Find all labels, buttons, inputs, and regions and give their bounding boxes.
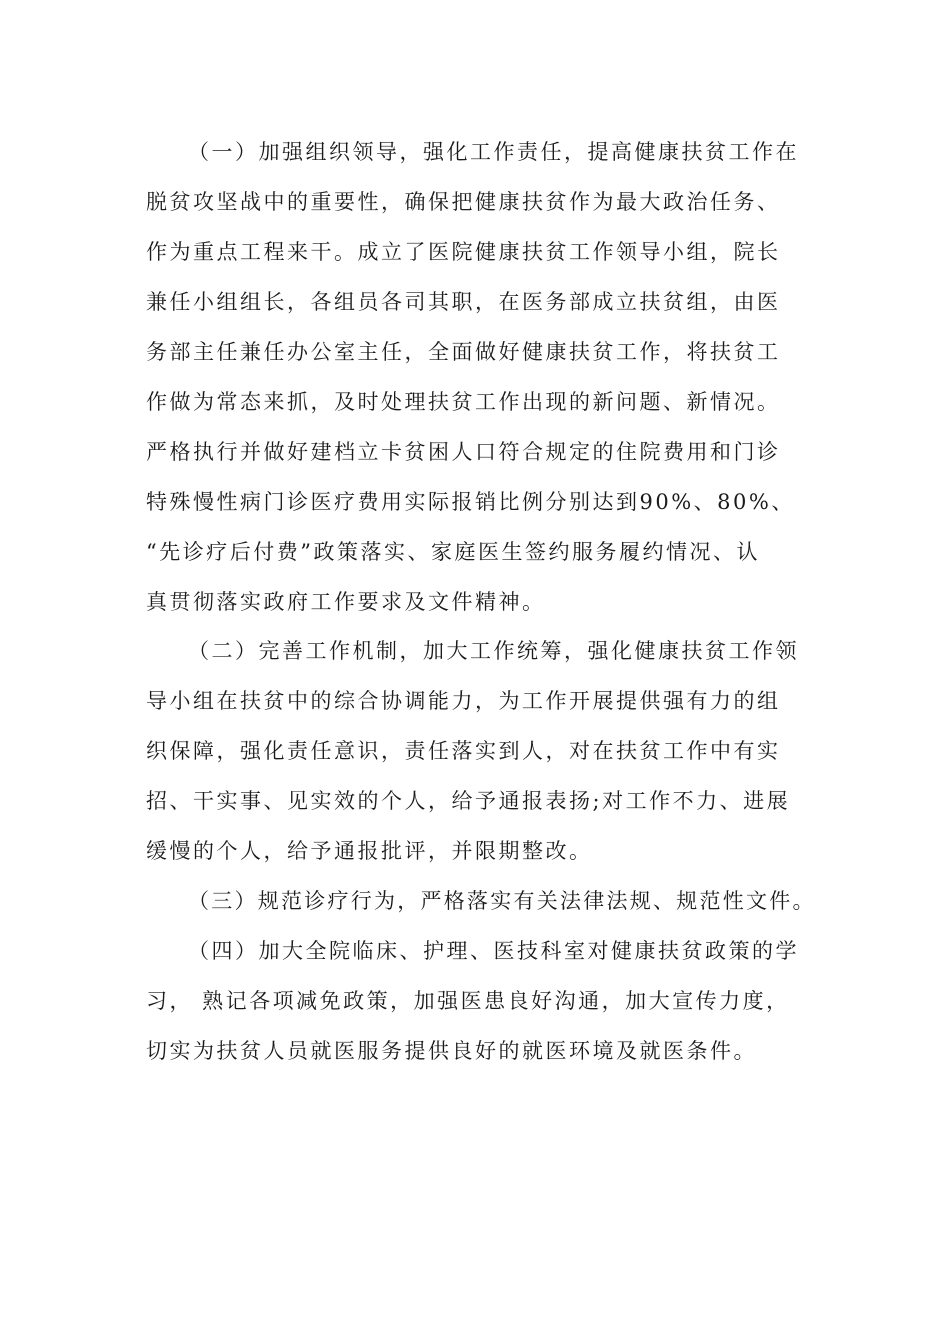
paragraph-2-line-3: 织保障，强化责任意识，责任落实到人，对在扶贫工作中有实: [146, 739, 781, 763]
paragraph-1-line-3: 作为重点工程来干。成立了医院健康扶贫工作领导小组，院长: [146, 240, 781, 264]
paragraph-1-line-4: 兼任小组组长，各组员各司其职，在医务部成立扶贫组，由医: [146, 290, 781, 314]
paragraph-3-line-1: （三）规范诊疗行为，严格落实有关法律法规、规范性文件。: [188, 889, 816, 913]
paragraph-2-line-4: 招、干实事、见实效的个人，给予通报表扬;对工作不力、进展: [146, 789, 791, 813]
paragraph-1-line-1: （一）加强组织领导，强化工作责任，提高健康扶贫工作在: [188, 140, 799, 164]
paragraph-1-line-7: 严格执行并做好建档立卡贫困人口符合规定的住院费用和门诊: [146, 440, 781, 464]
paragraph-1-line-5: 务部主任兼任办公室主任，全面做好健康扶贫工作，将扶贫工: [146, 340, 781, 364]
paragraph-4-line-3: 切实为扶贫人员就医服务提供良好的就医环境及就医条件。: [146, 1039, 757, 1063]
paragraph-2-line-5: 缓慢的个人，给予通报批评，并限期整改。: [146, 839, 593, 863]
paragraph-4-line-1: （四）加大全院临床、护理、医技科室对健康扶贫政策的学: [188, 939, 799, 963]
paragraph-1-line-6: 作做为常态来抓，及时处理扶贫工作出现的新问题、新情况。: [146, 390, 781, 414]
paragraph-4-line-2: 习， 熟记各项减免政策，加强医患良好沟通，加大宣传力度，: [146, 989, 790, 1013]
paragraph-1-line-2: 脱贫攻坚战中的重要性，确保把健康扶贫作为最大政治任务、: [146, 190, 781, 214]
paragraph-2-line-2: 导小组在扶贫中的综合协调能力，为工作开展提供强有力的组: [146, 689, 781, 713]
paragraph-2-line-1: （二）完善工作机制，加大工作统筹，强化健康扶贫工作领: [188, 639, 799, 663]
paragraph-1-line-8: 特殊慢性病门诊医疗费用实际报销比例分别达到90%、80%、: [146, 490, 795, 514]
paragraph-1-line-9: “先诊疗后付费”政策落实、家庭医生签约服务履约情况、认: [146, 540, 760, 564]
paragraph-1-line-10: 真贯彻落实政府工作要求及文件精神。: [146, 590, 546, 614]
